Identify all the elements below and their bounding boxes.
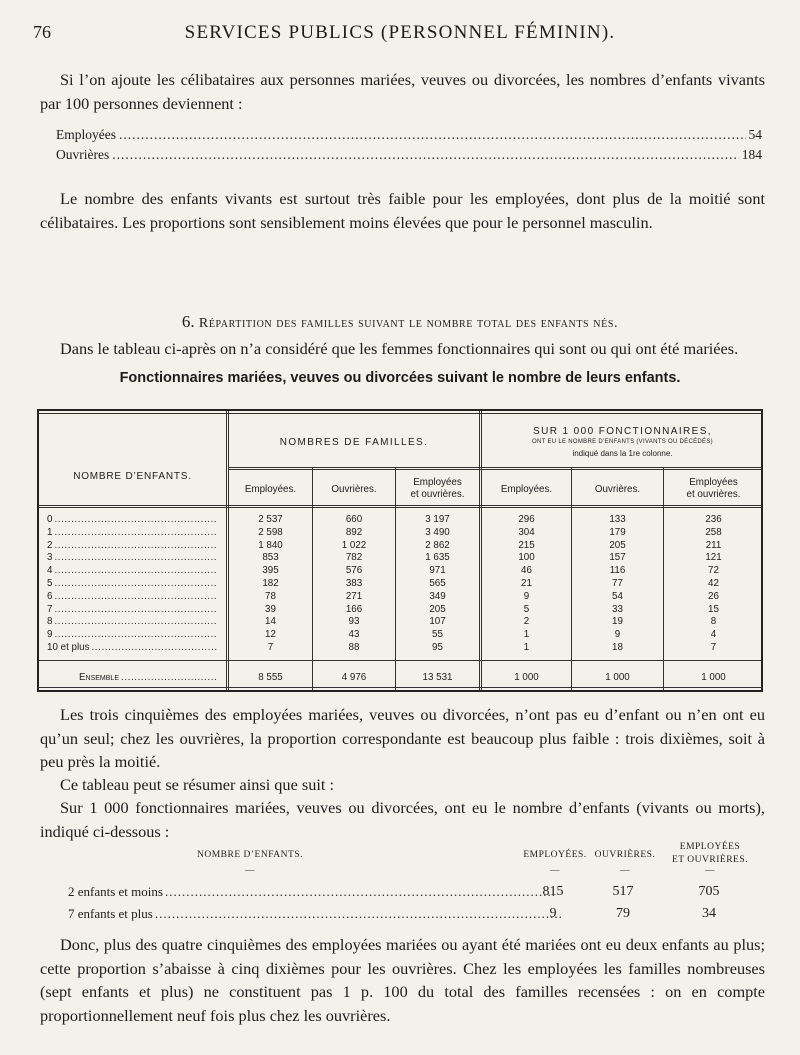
subheader-both: Employées [413,477,462,488]
table-cell: 9 [523,590,530,602]
paragraph-sur-1000: Sur 1 000 fonctionnaires mariées, veuves ou divorcées, ont eu le nombre d’enfants (vivants ou morts), indiqué ci-dessous : [40,798,765,841]
row-label-text: 10 et plus [47,642,90,653]
subheader-both-rate: Employées [689,477,738,488]
rule [228,469,761,470]
table-cell: 95 [432,642,443,653]
table-cell: 100 [518,552,535,564]
summary-value: 34 [702,906,716,921]
row-label-text: 3 [47,552,53,564]
rule [479,411,480,690]
table-cell: 77 [612,578,623,589]
summary-head-col1: EMPLOYÉES. [523,850,587,860]
row-label-text: 7 [47,603,53,615]
ratio-row-employees [56,127,762,143]
row-label-text: 9 [47,629,53,641]
table-cell: 133 [609,514,626,525]
total-row-label [79,672,217,683]
table-cell: 78 [265,590,276,602]
paragraph-intro: Si l’on ajoute les célibataires aux personnes mariées, veuves ou divorcées, les nombres d’enfants vivants par 100 personnes deviennent : [40,70,765,113]
paragraph-resume: Ce tableau peut se résumer ainsi que suit : [60,775,334,794]
ratio-value: 184 [741,147,762,162]
summary-value: 517 [612,884,634,899]
page-header [33,22,767,46]
table-cell: 1 840 [258,539,283,551]
table-cell: 271 [345,590,363,602]
row-label-text: 6 [47,590,53,602]
row-label [47,540,217,551]
ratio-label: Ouvrières [56,147,110,162]
row-label-text: 8 [47,616,53,628]
dot-leader [121,672,217,683]
row-label-text: 1 [47,526,53,538]
total-cell: 1 000 [514,672,539,683]
table-cell: 1 635 [425,552,450,564]
table-cell: 54 [612,590,623,602]
row-label [47,604,217,615]
table-cell: 14 [265,616,276,628]
table-cell: 93 [348,616,360,628]
table-cell: 55 [432,629,443,641]
total-cell: 4 976 [341,672,367,683]
dot-leader [155,906,563,922]
table-cell: 4 [710,629,717,641]
table-cell: 116 [609,565,626,577]
row-label [47,578,217,589]
row-label [47,591,217,602]
paragraph-celibataires: Le nombre des enfants vivants est surtout très faible pour les employées, dont plus de la moitié sont célibataires. Les proportions sont sensiblement moins élevées que pour le personnel masculin. [40,189,765,232]
table-cell: 236 [705,514,722,525]
table-cell: 3 197 [425,514,450,525]
table-cell: 21 [521,578,532,589]
paragraph-scope: Dans le tableau ci-après on n’a considéré que les femmes fonctionnaires qui sont ou qui ont été mariées. [60,339,739,358]
total-cell: 8 555 [258,672,283,683]
table-cell: 853 [262,552,279,564]
table-cell: 88 [348,642,360,653]
section-heading [0,312,800,332]
summary-head-col3: EMPLOYÉES [679,842,741,852]
table-cell: 46 [521,565,532,577]
dot-leader [165,884,557,900]
row-label-text: 2 [47,539,53,551]
subheader-employees-rate: Employées. [500,484,553,495]
ratio-row-workers [56,147,762,163]
dot-leader [54,565,217,576]
row-label [47,514,217,525]
summary-head-col3-2: ET OUVRIÈRES. [672,855,748,865]
data-table [37,409,763,692]
row-label [47,552,217,563]
summary-value: 9 [549,906,557,921]
table-cell: 304 [518,526,535,538]
total-cell: 13 531 [422,672,453,683]
table-cell: 12 [265,629,276,641]
table-cell: 19 [612,616,623,628]
header-nombre-enfants: NOMBRE D’ENFANTS. [73,471,192,482]
table-cell: 660 [345,514,363,525]
dot-leader [54,540,217,551]
dot-leader [54,616,217,627]
summary-value: 815 [542,884,564,899]
table-cell: 2 598 [258,526,283,538]
table-cell: 39 [265,603,276,615]
dot-leader [54,629,217,640]
dot-leader [54,552,217,563]
table-cell: 782 [345,552,363,564]
table-cell: 33 [612,603,623,615]
table-cell: 565 [429,578,446,589]
table-cell: 5 [523,603,530,615]
summary-dash: — [550,866,560,876]
table-cell: 7 [267,642,274,653]
table-cell: 121 [705,552,722,564]
header-sur-1000-sub: ONT EU LE NOMBRE D’ENFANTS (VIVANTS OU DÉCÉDÉS) [532,439,713,445]
table-cell: 258 [705,526,722,538]
table-cell: 15 [708,603,719,615]
table-cell: 971 [429,565,446,577]
table-cell: 107 [429,616,446,628]
summary-dash: — [620,866,630,876]
table-cell: 18 [612,642,623,653]
dot-leader [112,147,739,163]
table-cell: 3 490 [425,526,450,538]
table-cell: 1 022 [341,539,367,551]
table-cell: 26 [708,590,719,602]
summary-row-label: 2 enfants et moins [68,884,163,899]
table-cell: 2 537 [258,514,283,525]
header-sur-1000-note: indiqué dans la 1re colonne. [572,449,673,458]
rule [39,660,761,661]
table-cell: 8 [710,616,717,628]
summary-dash: — [705,866,715,876]
table-cell: 7 [710,642,717,653]
paragraph-trois-cinquiemes: Les trois cinquièmes des employées mariées, veuves ou divorcées, n’ont pas eu d’enfant ou n’en ont eu qu’un seul; chez les ouvrières, la proportion correspondante est beaucoup plus faible : trois dixièmes, soit à peu près la moitié. [40,705,765,771]
rule [39,505,761,506]
table-cell: 205 [609,539,626,551]
table-cell: 383 [345,578,363,589]
row-label [47,616,217,627]
ratio-label: Employées [56,127,116,142]
table-cell: 42 [708,578,719,589]
dot-leader [54,578,217,589]
subheader-both-2: et ouvrières. [410,489,465,500]
row-label-text: 5 [47,578,53,589]
row-label-text: Ensemble [79,672,119,683]
dot-leader [54,604,217,615]
table-cell: 2 862 [425,539,450,551]
row-label-text: 4 [47,565,53,577]
rule [39,507,761,508]
total-cell: 1 000 [701,672,726,683]
table-title: Fonctionnaires mariées, veuves ou divorcées suivant le nombre de leurs enfants. [119,370,681,386]
paragraph-conclusion: Donc, plus des quatre cinquièmes des employées mariées ou ayant été mariées ont eu deux enfants au plus; cette proportion s’abaisse à cinq dixièmes pour les ouvrières. Chez les employées les familles nombreuses (sept enfants et plus) ne constituent pas 1 p. 100 du total des familles recensées : on en compte proportionnellement neuf fois plus chez les ouvrières. [40,935,765,1025]
table-cell: 1 [523,629,530,641]
table-cell: 182 [262,578,279,589]
table-cell: 166 [345,603,363,615]
table-cell: 205 [429,603,446,615]
table-cell: 43 [348,629,360,641]
header-sur-1000: SUR 1 000 FONCTIONNAIRES, [533,426,712,437]
row-label [47,527,217,538]
subheader-workers: Ouvrières. [331,484,377,495]
table-cell: 72 [708,565,719,577]
subheader-employees: Employées. [244,484,297,495]
table-cell: 211 [705,539,722,551]
summary-value: 705 [698,884,720,899]
table-cell: 576 [345,565,363,577]
dot-leader [91,642,217,653]
table-cell: 179 [609,526,626,538]
page-number: 76 [33,22,51,42]
subheader-both-rate-2: et ouvrières. [686,489,741,500]
section-title: Répartition des familles suivant le nombre total des enfants nés. [198,316,619,331]
table-cell: 395 [262,565,279,577]
dot-leader [54,527,217,538]
header-nombres-familles: NOMBRES DE FAMILLES. [279,437,429,448]
rule [37,687,763,688]
dot-leader [54,591,217,602]
summary-dash: — [245,866,255,876]
rule [228,467,761,468]
row-label-text: 0 [47,514,53,525]
rule [226,411,227,690]
table-cell: 2 [523,616,530,628]
row-label [47,629,217,640]
table-cell: 892 [345,526,363,538]
section-number: 6. [181,312,195,331]
summary-row [68,906,768,922]
subheader-workers-rate: Ouvrières. [594,484,641,495]
running-title: SERVICES PUBLICS (PERSONNEL FÉMININ). [184,22,616,43]
row-label [47,565,217,576]
table-cell: 349 [429,590,446,602]
row-label [47,642,217,653]
table-cell: 215 [518,539,535,551]
summary-row-label: 7 enfants et plus [68,906,153,921]
table-cell: 9 [614,629,621,641]
summary-head-col0: NOMBRE D’ENFANTS. [197,850,303,860]
table-cell: 157 [609,552,626,564]
summary-row [68,884,768,900]
summary-value: 79 [616,906,630,921]
dot-leader [119,127,746,143]
ratio-value: 54 [748,127,762,142]
table-cell: 1 [523,642,530,653]
dot-leader [54,514,217,525]
rule [37,413,763,414]
total-cell: 1 000 [605,672,630,683]
table-cell: 296 [518,514,535,525]
summary-head-col2: OUVRIÈRES. [594,850,656,860]
